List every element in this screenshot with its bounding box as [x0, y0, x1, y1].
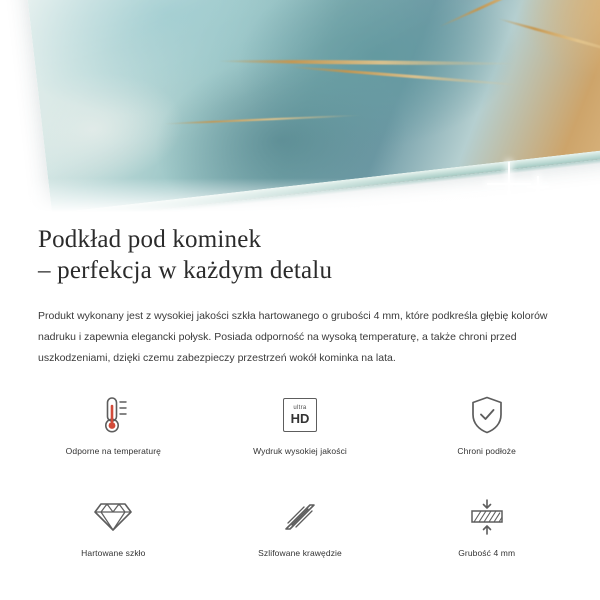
- description-content: [0, 224, 600, 369]
- feature-item: [20, 392, 207, 476]
- hero-bottom-fade: [0, 178, 600, 222]
- headline-line-2: – perfekcja w każdym detalu: [38, 257, 333, 284]
- ultra-hd-top-text: ultra: [293, 405, 307, 411]
- shield-check-icon: [469, 392, 505, 438]
- page-title: [38, 224, 558, 286]
- feature-label: Hartowane szkło: [81, 548, 146, 558]
- feature-item: [20, 494, 207, 578]
- ultra-hd-bottom-text: HD: [290, 411, 310, 426]
- description-paragraph: Produkt wykonany jest z wysokiej jakości szkła hartowanego o grubości 4 mm, które podkreśla głębię kolorów nadruku i zapewnia elegancki połysk. Posiada odporność na wysoką temperaturę, a także chroni przed uszkodzeniami, dzięki czemu zabezpieczy przestrzeń wokół kominka na lata.: [38, 310, 548, 364]
- feature-item: [207, 494, 394, 578]
- feature-item: [393, 392, 580, 476]
- diamond-icon: [93, 494, 133, 540]
- thermometer-icon: [93, 392, 133, 438]
- ultra-hd-icon: [283, 392, 317, 438]
- gold-vein: [163, 114, 363, 125]
- polished-edges-icon: [280, 494, 320, 540]
- feature-label: Wydruk wysokiej jakości: [253, 446, 347, 456]
- feature-label: Szlifowane krawędzie: [258, 548, 342, 558]
- gold-vein: [498, 17, 600, 59]
- feature-label: Grubość 4 mm: [458, 548, 516, 558]
- headline-line-1: Podkład pod kominek: [38, 226, 262, 253]
- feature-item: [207, 392, 394, 476]
- feature-label: Odporne na temperaturę: [65, 446, 161, 456]
- thickness-arrows-icon: [467, 494, 507, 540]
- hero-product-image: [0, 0, 600, 222]
- feature-label: Chroni podłoże: [457, 446, 516, 456]
- gold-vein: [217, 59, 517, 66]
- feature-item: [393, 494, 580, 578]
- feature-grid: [20, 392, 580, 578]
- gold-vein: [289, 65, 518, 86]
